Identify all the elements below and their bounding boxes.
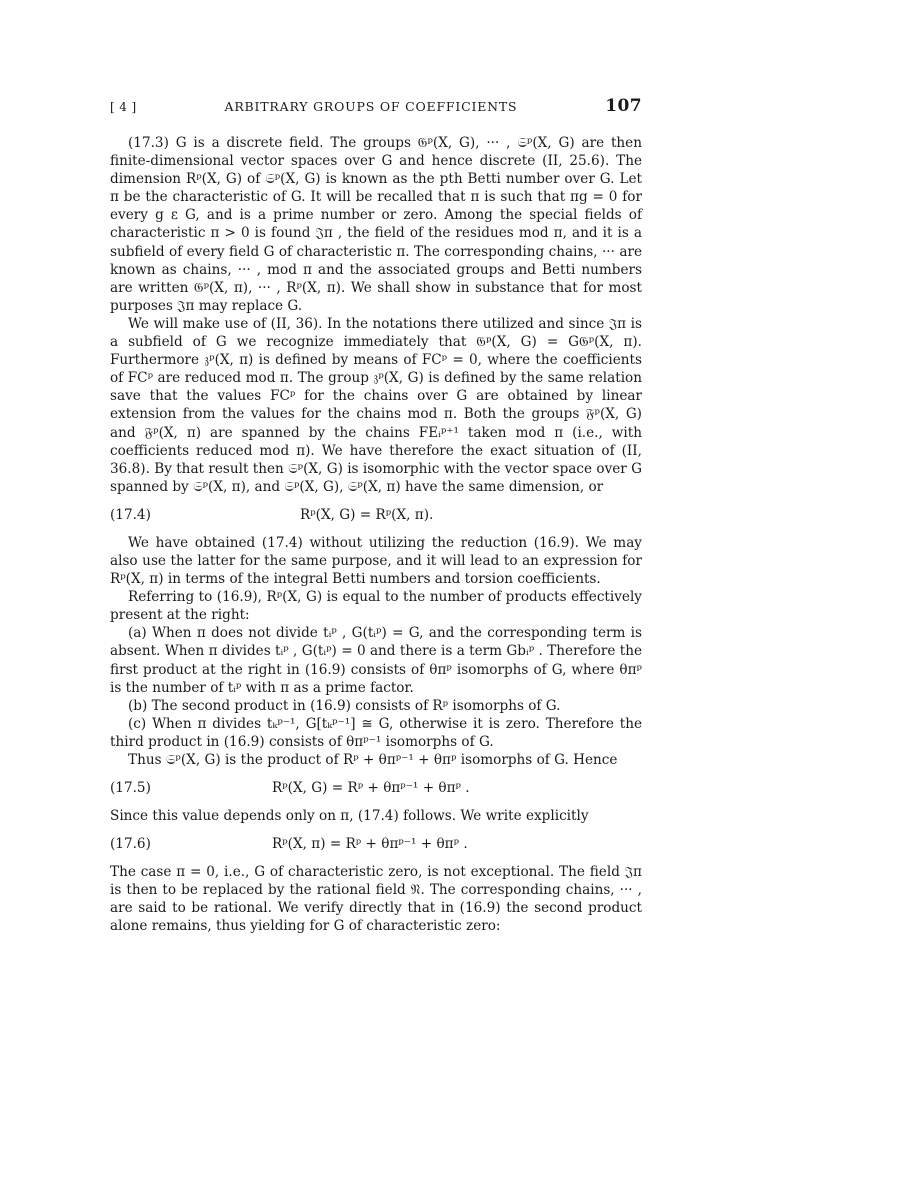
paragraph-reduction: We have obtained (17.4) without utilizing the reduction (16.9). We may also use the latter for the same purpose, and it will lead to an expression for Rᵖ(X, π) in terms of the integral Betti numbers and torsion coefficients. xyxy=(110,534,642,588)
running-title: ARBITRARY GROUPS OF COEFFICIENTS xyxy=(224,99,518,114)
equation-tag: (17.6) xyxy=(110,836,151,853)
section-number: [ 4 ] xyxy=(110,100,137,114)
equation-body: Rᵖ(X, π) = Rᵖ + θπᵖ⁻¹ + θπᵖ . xyxy=(272,836,468,853)
equation-tag: (17.4) xyxy=(110,506,151,523)
equation-17-4 xyxy=(110,506,642,524)
paragraph-referring: Referring to (16.9), Rᵖ(X, G) is equal to the number of products effectively present at the right: xyxy=(110,589,642,624)
equation-body: Rᵖ(X, G) = Rᵖ(X, π). xyxy=(300,506,434,523)
page-number: 107 xyxy=(605,96,642,116)
paragraph-characteristic-zero: The case π = 0, i.e., G of characteristic zero, is not exceptional. The field 𝔍π is then to be replaced by the rational field 𝔑. The corresponding chains, ··· , are said to be rational. We verify directly that in (16.9) the second product alone remains, thus yielding for G of characteristic zero: xyxy=(110,864,642,935)
equation-body: Rᵖ(X, G) = Rᵖ + θπᵖ⁻¹ + θπᵖ . xyxy=(272,780,470,797)
paragraph-17-3: (17.3) G is a discrete field. The groups 𝔊ᵖ(X, G), ··· , 𝔖ᵖ(X, G) are then finite-dimensional vector spaces over G and hence discrete (II, 25.6). The dimension Rᵖ(X, G) of 𝔖ᵖ(X, G) is known as the pth Betti number over G. Let π be the characteristic of G. It will be recalled that π is such that πg = 0 for every g ε G, and is a prime number or zero. Among the special fields of characteristic π > 0 is found 𝔍π , the field of the residues mod π, and it is a subfield of every field G of characteristic π. The corresponding chains, ··· are known as chains, ··· , mod π and the associated groups and Betti numbers are written 𝔊ᵖ(X, π), ··· , Rᵖ(X, π). We shall show in substance that for most purposes 𝔍π may replace G. xyxy=(110,135,642,314)
running-head xyxy=(110,96,642,116)
paragraph-thus: Thus 𝔖ᵖ(X, G) is the product of Rᵖ + θπᵖ⁻¹ + θπᵖ isomorphs of G. Hence xyxy=(128,752,618,768)
paragraph-since: Since this value depends only on π, (17.4) follows. We write explicitly xyxy=(110,808,589,825)
paragraph-case-a: (a) When π does not divide tᵢᵖ , G(tᵢᵖ) = G, and the corresponding term is absent. When π divides tᵢᵖ , G(tᵢᵖ) = 0 and there is a term Gbᵢᵖ . Therefore the first product at the right in (16.9) consists of θπᵖ isomorphs of G, where θπᵖ is the number of tᵢᵖ with π as a prime factor. xyxy=(110,625,642,696)
equation-tag: (17.5) xyxy=(110,780,151,797)
page xyxy=(110,96,642,936)
paragraph-case-b: (b) The second product in (16.9) consists of Rᵖ isomorphs of G. xyxy=(128,697,561,714)
paragraph-notations: We will make use of (II, 36). In the notations there utilized and since 𝔍π is a subfield of G we recognize immediately that 𝔊ᵖ(X, G) = G𝔊ᵖ(X, π). Furthermore 𝔷ᵖ(X, π) is defined by means of FCᵖ = 0, where the coefficients of FCᵖ are reduced mod π. The group 𝔷ᵖ(X, G) is defined by the same relation save that the values FCᵖ for the chains over G are obtained by linear extension from the values for the chains mod π. Both the groups 𝔉ᵖ(X, G) and 𝔉ᵖ(X, π) are spanned by the chains FEᵢᵖ⁺¹ taken mod π (i.e., with coefficients reduced mod π). We have therefore the exact situation of (II, 36.8). By that result then 𝔖ᵖ(X, G) is isomorphic with the vector space over G spanned by 𝔖ᵖ(X, π), and 𝔖ᵖ(X, G), 𝔖ᵖ(X, π) have the same dimension, or xyxy=(110,315,642,495)
equation-17-5 xyxy=(110,779,642,797)
equation-17-6 xyxy=(110,835,642,853)
paragraph-case-c: (c) When π divides tₖᵖ⁻¹, G[tₖᵖ⁻¹] ≅ G, otherwise it is zero. Therefore the third product in (16.9) consists of θπᵖ⁻¹ isomorphs of G. xyxy=(110,715,642,750)
